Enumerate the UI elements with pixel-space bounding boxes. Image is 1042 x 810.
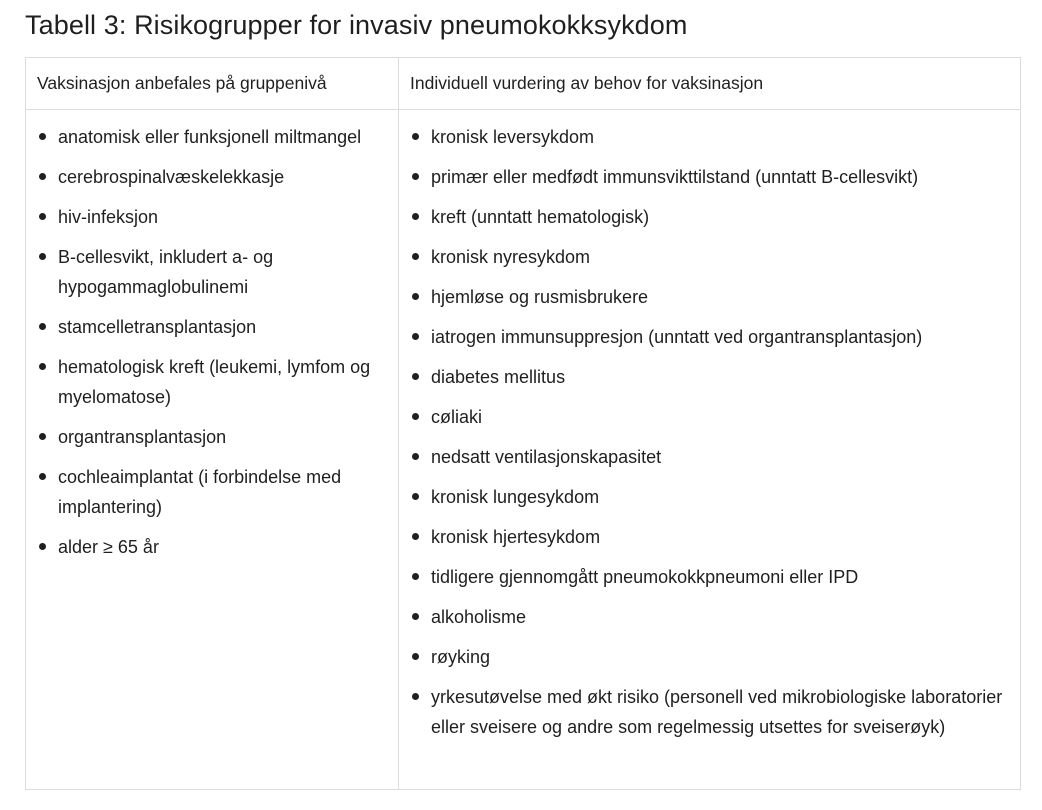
list-item	[412, 322, 1021, 352]
list-item-text: kronisk leversykdom	[431, 127, 595, 147]
list-item-text: cerebrospinalvæskelekkasje	[58, 167, 285, 187]
list-item-text: tidligere gjennomgått pneumokokkpneumoni eller IPD	[431, 567, 859, 587]
bullet-icon	[412, 453, 419, 460]
bullet-icon	[412, 133, 419, 140]
column-header-group-level: Vaksinasjon anbefales på gruppenivå	[37, 73, 327, 93]
bullet-icon	[412, 333, 419, 340]
list-item	[39, 462, 393, 522]
list-item-text: hematologisk kreft (leukemi, lymfom og myelomatose)	[58, 357, 371, 407]
bullet-icon	[412, 613, 419, 620]
bullet-icon	[39, 433, 46, 440]
list-item	[412, 202, 1021, 232]
bullet-icon	[412, 213, 419, 220]
list-item	[412, 162, 1021, 192]
list-item-text: kreft (unntatt hematologisk)	[431, 207, 650, 227]
bullet-icon	[39, 473, 46, 480]
bullet-icon	[412, 413, 419, 420]
bullet-icon	[39, 133, 46, 140]
list-item	[39, 122, 393, 152]
list-item-text: stamcelletransplantasjon	[58, 317, 257, 337]
list-item	[412, 242, 1021, 272]
list-item	[412, 642, 1021, 672]
bullet-icon	[39, 173, 46, 180]
list-item	[412, 562, 1021, 592]
list-item-text: alder ≥ 65 år	[58, 537, 159, 557]
list-item	[412, 402, 1021, 432]
list-item	[39, 352, 393, 412]
list-item	[412, 362, 1021, 392]
list-item-text: B-cellesvikt, inkludert a- og hypogammaglobulinemi	[58, 247, 274, 297]
list-item	[39, 532, 393, 562]
bullet-icon	[412, 533, 419, 540]
list-item-text: hiv-infeksjon	[58, 207, 159, 227]
list-item	[412, 682, 1021, 742]
bullet-icon	[39, 363, 46, 370]
list-item-text: yrkesutøvelse med økt risiko (personell ved mikrobiologiske laboratorier eller sveisere og andre som regelmessig utsettes for sveiserøyk)	[431, 687, 1003, 737]
bullet-icon	[412, 573, 419, 580]
list-item-text: anatomisk eller funksjonell miltmangel	[58, 127, 362, 147]
list-item	[39, 422, 393, 452]
table-title: Tabell 3: Risikogrupper for invasiv pneumokokksykdom	[25, 10, 688, 40]
bullet-icon	[39, 543, 46, 550]
list-item	[39, 312, 393, 342]
list-item-text: hjemløse og rusmisbrukere	[431, 287, 649, 307]
list-item-text: cøliaki	[431, 407, 483, 427]
bullet-icon	[412, 653, 419, 660]
list-item	[39, 202, 393, 232]
individual-assessment-list	[412, 122, 1021, 742]
risk-groups-table	[25, 57, 1021, 790]
list-item	[412, 122, 1021, 152]
group-level-list	[39, 122, 398, 562]
bullet-icon	[412, 173, 419, 180]
bullet-icon	[412, 373, 419, 380]
list-item	[412, 282, 1021, 312]
list-item	[412, 442, 1021, 472]
list-item-text: organtransplantasjon	[58, 427, 227, 447]
list-item-text: kronisk lungesykdom	[431, 487, 600, 507]
list-item-text: cochleaimplantat (i forbindelse med implantering)	[58, 467, 342, 517]
list-item	[412, 482, 1021, 512]
bullet-icon	[39, 323, 46, 330]
table-header-row	[26, 58, 1020, 110]
list-item-text: primær eller medfødt immunsvikttilstand (unntatt B-cellesvikt)	[431, 167, 919, 187]
list-item	[39, 242, 393, 302]
list-item-text: nedsatt ventilasjonskapasitet	[431, 447, 662, 467]
bullet-icon	[412, 493, 419, 500]
list-item-text: røyking	[431, 647, 491, 667]
list-item	[412, 522, 1021, 552]
bullet-icon	[412, 253, 419, 260]
bullet-icon	[39, 253, 46, 260]
individual-assessment-cell	[399, 110, 1021, 752]
list-item-text: diabetes mellitus	[431, 367, 566, 387]
list-item-text: iatrogen immunsuppresjon (unntatt ved organtransplantasjon)	[431, 327, 923, 347]
list-item	[412, 602, 1021, 632]
group-level-cell	[26, 110, 398, 572]
list-item-text: kronisk hjertesykdom	[431, 527, 601, 547]
column-header-individual-assessment: Individuell vurdering av behov for vaksinasjon	[410, 73, 764, 93]
bullet-icon	[412, 693, 419, 700]
list-item-text: alkoholisme	[431, 607, 527, 627]
list-item-text: kronisk nyresykdom	[431, 247, 591, 267]
list-item	[39, 162, 393, 192]
bullet-icon	[39, 213, 46, 220]
bullet-icon	[412, 293, 419, 300]
